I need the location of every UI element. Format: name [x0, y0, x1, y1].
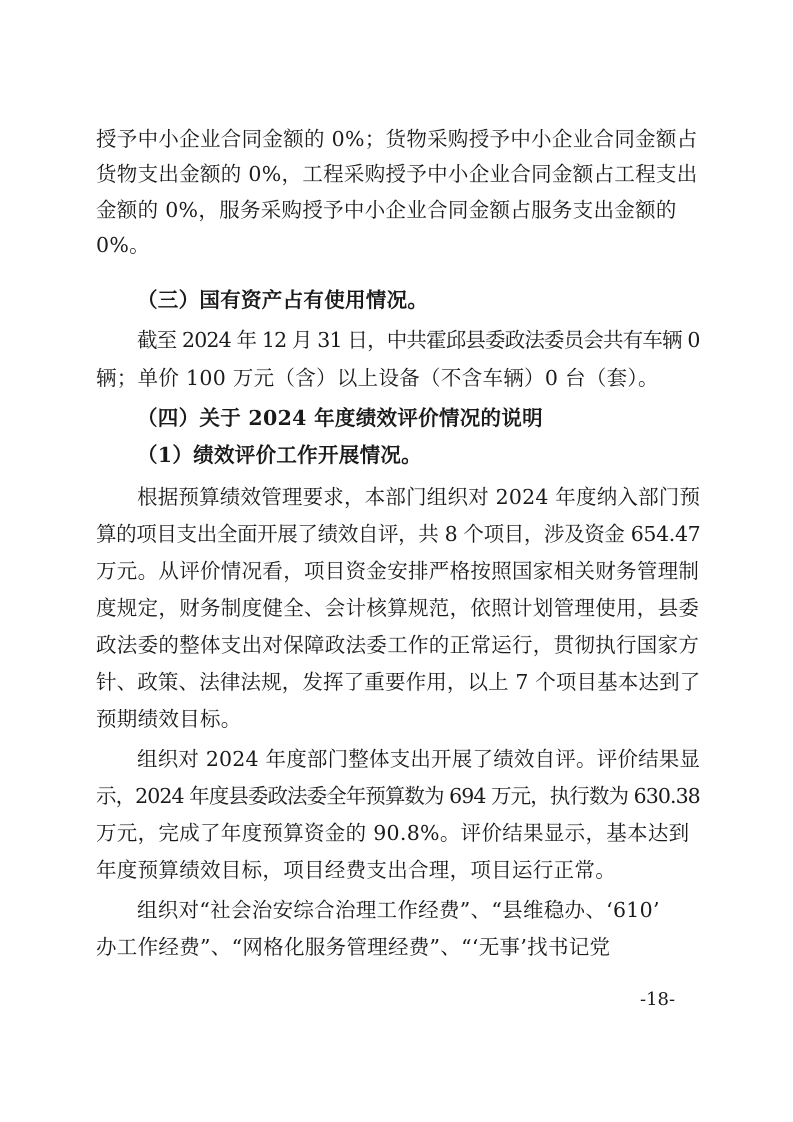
paragraph-line: 金额的 0%，服务采购授予中小企业合同金额占服务支出金额的 [96, 198, 677, 222]
paragraph-line: 示，2024 年度县委政法委全年预算数为 694 万元，执行数为 630.38 [96, 784, 700, 808]
paragraph-line: 根据预算绩效管理要求，本部门组织对 2024 年度纳入部门预 [137, 485, 701, 509]
paragraph-line: 年度预算绩效目标，项目经费支出合理，项目运行正常。 [96, 858, 616, 882]
paragraph-line: 针、政策、法律法规，发挥了重要作用，以上 7 个项目基本达到了 [96, 670, 701, 694]
paragraph-line: 货物支出金额的 0%，工程采购授予中小企业合同金额占工程支出 [96, 162, 698, 186]
section-heading: （四）关于 2024 年度绩效评价情况的说明 [137, 406, 543, 430]
paragraph-line: 办工作经费”、“网格化服务管理经费”、“‘无事’找书记党 [96, 935, 611, 959]
paragraph-line: 组织对 2024 年度部门整体支出开展了绩效自评。评价结果显 [137, 747, 701, 771]
paragraph-line: 万元，完成了年度预算资金的 90.8%。评价结果显示，基本达到 [96, 821, 690, 845]
paragraph-line: 政法委的整体支出对保障政法委工作的正常运行，贯彻执行国家方 [96, 633, 700, 657]
paragraph-line: 授予中小企业合同金额的 0%；货物采购授予中小企业合同金额占 [96, 127, 698, 151]
paragraph-line: 度规定，财务制度健全、会计核算规范，依照计划管理使用，县委 [96, 596, 700, 620]
paragraph-line: 截至 2024 年 12 月 31 日，中共霍邱县委政法委员会共有车辆 0 [137, 328, 700, 352]
paragraph-line: 组织对“社会治安综合治理工作经费”、“县维稳办、‘610’ [137, 898, 660, 922]
subsection-heading: （1）绩效评价工作开展情况。 [137, 443, 422, 467]
page-number: -18- [640, 989, 676, 1010]
paragraph-line: 算的项目支出全面开展了绩效自评，共 8 个项目，涉及资金 654.47 [96, 522, 701, 546]
paragraph-line: 0%。 [96, 233, 150, 257]
paragraph-line: 万元。从评价情况看，项目资金安排严格按照国家相关财务管理制 [96, 559, 700, 583]
section-heading: （三）国有资产占有使用情况。 [137, 288, 429, 312]
paragraph-line: 预期绩效目标。 [96, 707, 242, 731]
paragraph-line: 辆；单价 100 万元（含）以上设备（不含车辆）0 台（套）。 [96, 366, 659, 390]
